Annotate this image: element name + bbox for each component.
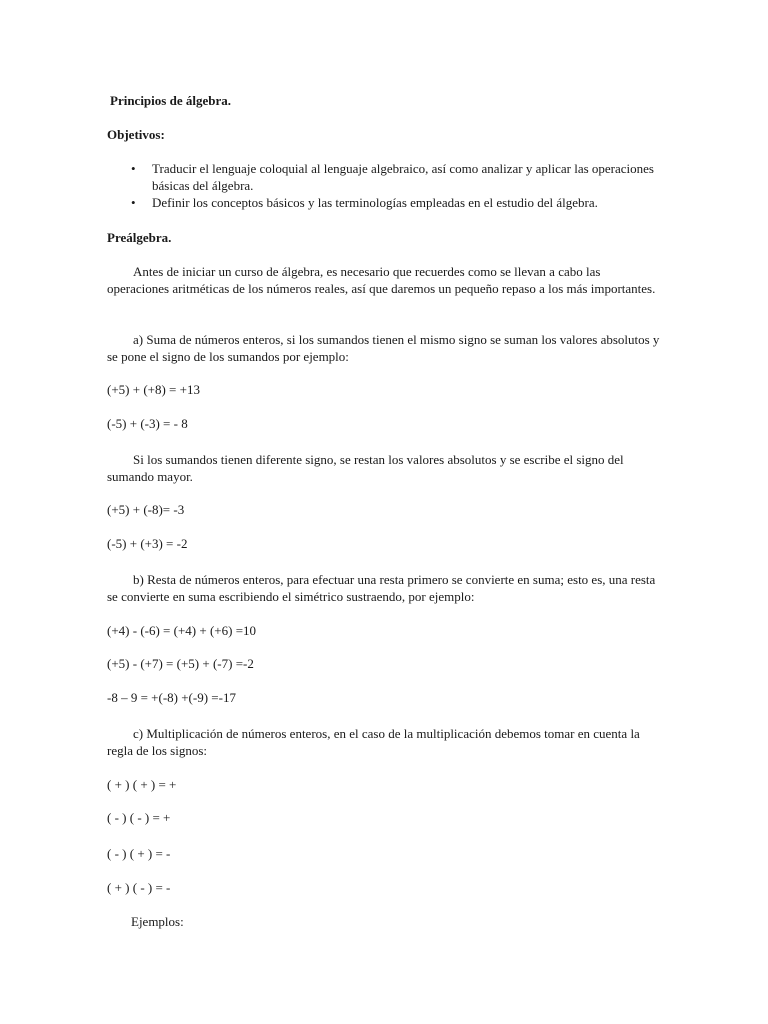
objective-item bbox=[107, 194, 667, 211]
bullet-icon: • bbox=[131, 195, 136, 210]
objectives-list bbox=[107, 160, 667, 211]
diff-sign-example: (+5) + (-8)= -3 bbox=[107, 502, 185, 517]
sum-example: (+5) + (+8) = +13 bbox=[107, 382, 200, 397]
objective-text: Traducir el lenguaje coloquial al lenguaje algebraico, así como analizar y aplicar las operaciones básicas del álgebra. bbox=[152, 161, 654, 193]
subtraction-example: (+4) - (-6) = (+4) + (+6) =10 bbox=[107, 623, 257, 638]
sum-example: (-5) + (-3) = - 8 bbox=[107, 416, 188, 431]
sign-rule: ( + ) ( - ) = - bbox=[107, 880, 171, 895]
subtraction-example: (+5) - (+7) = (+5) + (-7) =-2 bbox=[107, 656, 254, 671]
objectives-heading: Objetivos: bbox=[107, 127, 165, 142]
sum-paragraph: a) Suma de números enteros, si los sumandos tienen el mismo signo se suman los valores absolutos y se pone el signo de los sumandos por ejemplo: bbox=[107, 332, 660, 364]
bullet-icon: • bbox=[131, 161, 136, 176]
document-title: Principios de álgebra. bbox=[110, 93, 231, 108]
sign-rule: ( - ) ( - ) = + bbox=[107, 810, 171, 825]
sign-rule: ( + ) ( + ) = + bbox=[107, 777, 177, 792]
subtraction-example: -8 – 9 = +(-8) +(-9) =-17 bbox=[107, 690, 236, 705]
diff-sign-paragraph: Si los sumandos tienen diferente signo, se restan los valores absolutos y se escribe el signo del sumando mayor. bbox=[107, 452, 624, 484]
examples-label: Ejemplos: bbox=[131, 914, 184, 929]
sign-rule: ( - ) ( + ) = - bbox=[107, 846, 171, 861]
multiplication-paragraph: c) Multiplicación de números enteros, en el caso de la multiplicación debemos tomar en cuenta la regla de los signos: bbox=[107, 726, 640, 758]
intro-paragraph: Antes de iniciar un curso de álgebra, es necesario que recuerdes como se llevan a cabo las operaciones aritméticas de los números reales, así que daremos un pequeño repaso a los más importantes. bbox=[107, 264, 656, 296]
diff-sign-example: (-5) + (+3) = -2 bbox=[107, 536, 188, 551]
objective-item bbox=[107, 160, 667, 194]
subtraction-paragraph: b) Resta de números enteros, para efectuar una resta primero se convierte en suma; esto es, una resta se convierte en suma escribiendo el simétrico sustraendo, por ejemplo: bbox=[107, 572, 656, 604]
prealgebra-heading: Preálgebra. bbox=[107, 230, 172, 245]
objective-text: Definir los conceptos básicos y las terminologías empleadas en el estudio del álgebra. bbox=[152, 195, 598, 210]
